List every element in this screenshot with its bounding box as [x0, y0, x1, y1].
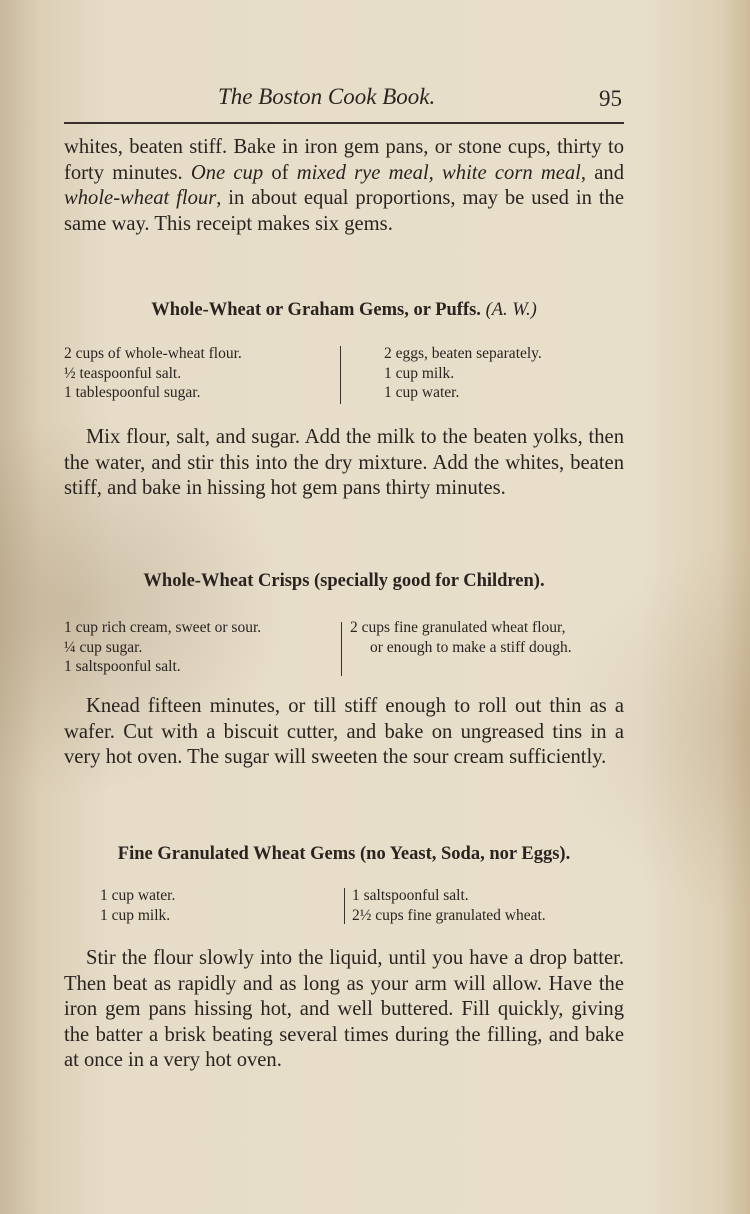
- recipe-3-method: Stir the flour slowly into the liquid, until you have a drop batter. Then beat as rapidly and as long as your arm will allow. Have the iron gem pans hissing hot, and well buttered. Fill quickly, giving the batter a brisk beating several times during the filling, and bake at once in a very hot oven.: [64, 947, 624, 1072]
- ingredient-divider: [340, 346, 341, 404]
- recipe-1-ingredients-left: [64, 344, 242, 403]
- recipe-2-title: Whole-Wheat Crisps (specially good for Children).: [143, 571, 545, 591]
- ingredient: 1 saltspoonful salt.: [352, 887, 469, 904]
- ingredient: 1 cup milk.: [100, 906, 171, 924]
- recipe-3-ingredients-right: [352, 886, 546, 925]
- intro-text-4: , in about equal proportions, may be used in the same way. This receipt makes six gems.: [64, 187, 624, 235]
- intro-text-1: whites, beaten stiff. Bake in iron gem pans, or stone cups, thirty to forty minutes.: [64, 136, 624, 184]
- page-number: 95: [599, 86, 622, 111]
- ingredient: 1 saltspoonful salt.: [64, 658, 181, 675]
- ingredient: 2 cups of whole-wheat flour.: [64, 345, 242, 362]
- recipe-2-ingredients-left: [64, 618, 261, 677]
- ingredient: 1 cup rich cream, sweet or sour.: [64, 619, 262, 636]
- intro-text-3: and: [586, 161, 625, 184]
- header-rule: [64, 122, 624, 124]
- intro-paragraph: [64, 135, 624, 237]
- ingredient: 1 cup water.: [100, 887, 176, 904]
- ingredient: 2½ cups fine granulated wheat.: [352, 906, 546, 924]
- ingredient: 2 cups fine granulated wheat flour,: [350, 619, 566, 636]
- recipe-1-attribution: (A. W.): [485, 300, 537, 320]
- intro-italic-3: whole-wheat flour: [64, 187, 217, 210]
- ingredient: ½ teaspoonful salt.: [64, 364, 182, 382]
- recipe-3-ingredients-left: [100, 886, 175, 925]
- ingredient: ¼ cup sugar.: [64, 638, 143, 656]
- ingredient-divider: [344, 888, 345, 924]
- recipe-1-title: [64, 300, 624, 321]
- recipe-2-ingredients-right: [350, 618, 572, 657]
- ingredient: 1 tablespoonful sugar.: [64, 384, 201, 401]
- intro-text-2: of: [263, 161, 297, 184]
- ingredient-divider: [341, 622, 342, 676]
- ingredient: 2 eggs, beaten separately.: [384, 345, 542, 362]
- intro-italic-2: mixed rye meal, white corn meal,: [296, 161, 587, 184]
- recipe-2-method: Knead fifteen minutes, or till stiff enough to roll out thin as a wafer. Cut with a biscuit cutter, and bake on ungreased tins in a very hot oven. The sugar will sweeten the sour cream sufficiently.: [64, 695, 624, 769]
- running-title: The Boston Cook Book.: [218, 84, 436, 109]
- ingredient: 1 cup water.: [384, 384, 460, 401]
- recipe-1-title-text: Whole-Wheat or Graham Gems, or Puffs.: [151, 300, 481, 320]
- recipe-1-ingredients-right: [384, 344, 542, 403]
- intro-italic-1: One cup: [190, 161, 264, 184]
- ingredient: 1 cup milk.: [384, 364, 455, 382]
- recipe-3-title: Fine Granulated Wheat Gems (no Yeast, Soda, nor Eggs).: [117, 844, 571, 864]
- page-header: [64, 84, 624, 114]
- ingredient: or enough to make a stiff dough.: [370, 638, 572, 656]
- recipe-1-method: Mix flour, salt, and sugar. Add the milk to the beaten yolks, then the water, and stir this into the dry mixture. Add the whites, beaten stiff, and bake in hissing hot gem pans thirty minutes.: [64, 426, 624, 500]
